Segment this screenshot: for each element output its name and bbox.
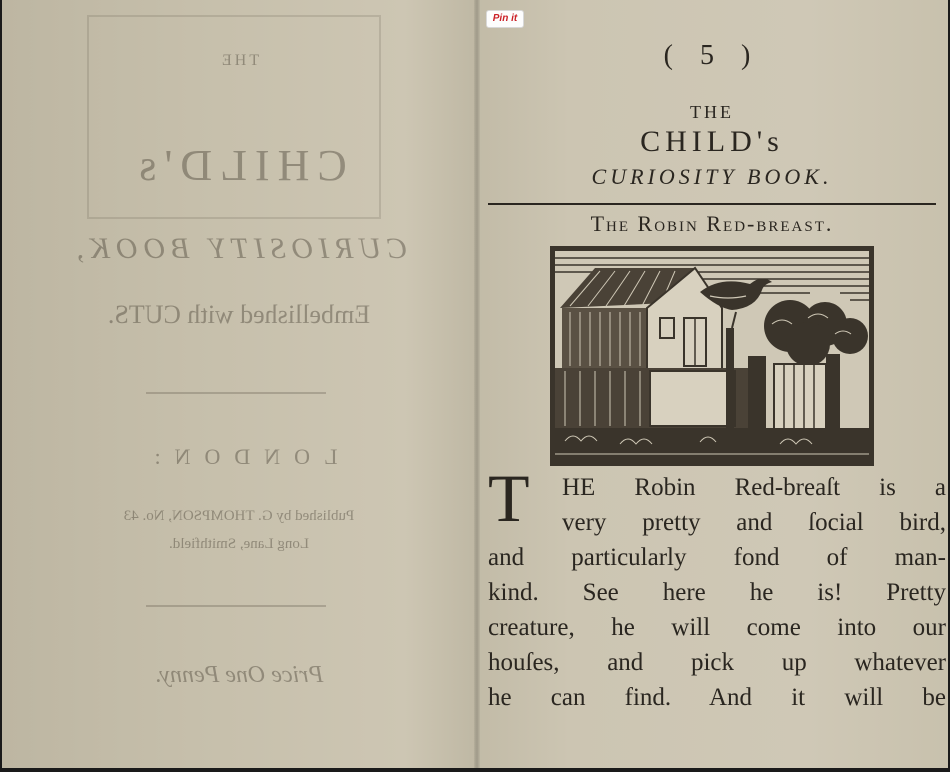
bleed-line: Long Lane, Smithfield.	[169, 536, 309, 552]
text-line: creature, he will come into our	[488, 614, 946, 641]
bleed-line: CURIOSITY BOOK,	[70, 232, 408, 265]
bleed-line: LONDON:	[140, 444, 338, 469]
bleed-line: CHILD's	[131, 141, 347, 190]
body-text	[488, 470, 946, 715]
bleed-line: Published by G. THOMPSON, No. 43	[123, 508, 355, 524]
left-page	[2, 0, 476, 768]
robin-woodcut-illustration	[550, 246, 874, 466]
bleed-rule	[146, 605, 326, 607]
book-spread	[2, 0, 948, 768]
text-line: kind. See here he is! Pretty	[488, 579, 946, 606]
bleed-line: THE	[218, 52, 260, 69]
text-line: houſes, and pick up whatever	[488, 649, 946, 676]
page-number: ( 5 )	[663, 40, 761, 71]
book-gutter	[474, 0, 480, 768]
pinterest-pin-button[interactable]: Pin it	[486, 10, 524, 28]
title-rule	[488, 203, 936, 205]
text-line: he can find. And it will be	[488, 684, 946, 711]
bleed-rule	[146, 392, 326, 394]
book-title-curiosity: CURIOSITY BOOK.	[591, 164, 833, 189]
book-title-the: THE	[690, 102, 734, 122]
section-title: The Robin Red-breast.	[590, 211, 834, 236]
bleed-line: Embellished with CUTS.	[107, 300, 371, 329]
drop-cap: T	[488, 460, 530, 536]
bleed-through-text	[2, 0, 476, 768]
right-page	[476, 0, 948, 768]
text-line: very pretty and ſocial bird,	[562, 509, 946, 536]
text-line: HE Robin Red-breaſt is a	[562, 474, 946, 501]
bleed-line: Price One Penny.	[154, 662, 324, 688]
text-line: and particularly fond of man-	[488, 544, 946, 571]
book-title-child: CHILD's	[640, 125, 784, 158]
